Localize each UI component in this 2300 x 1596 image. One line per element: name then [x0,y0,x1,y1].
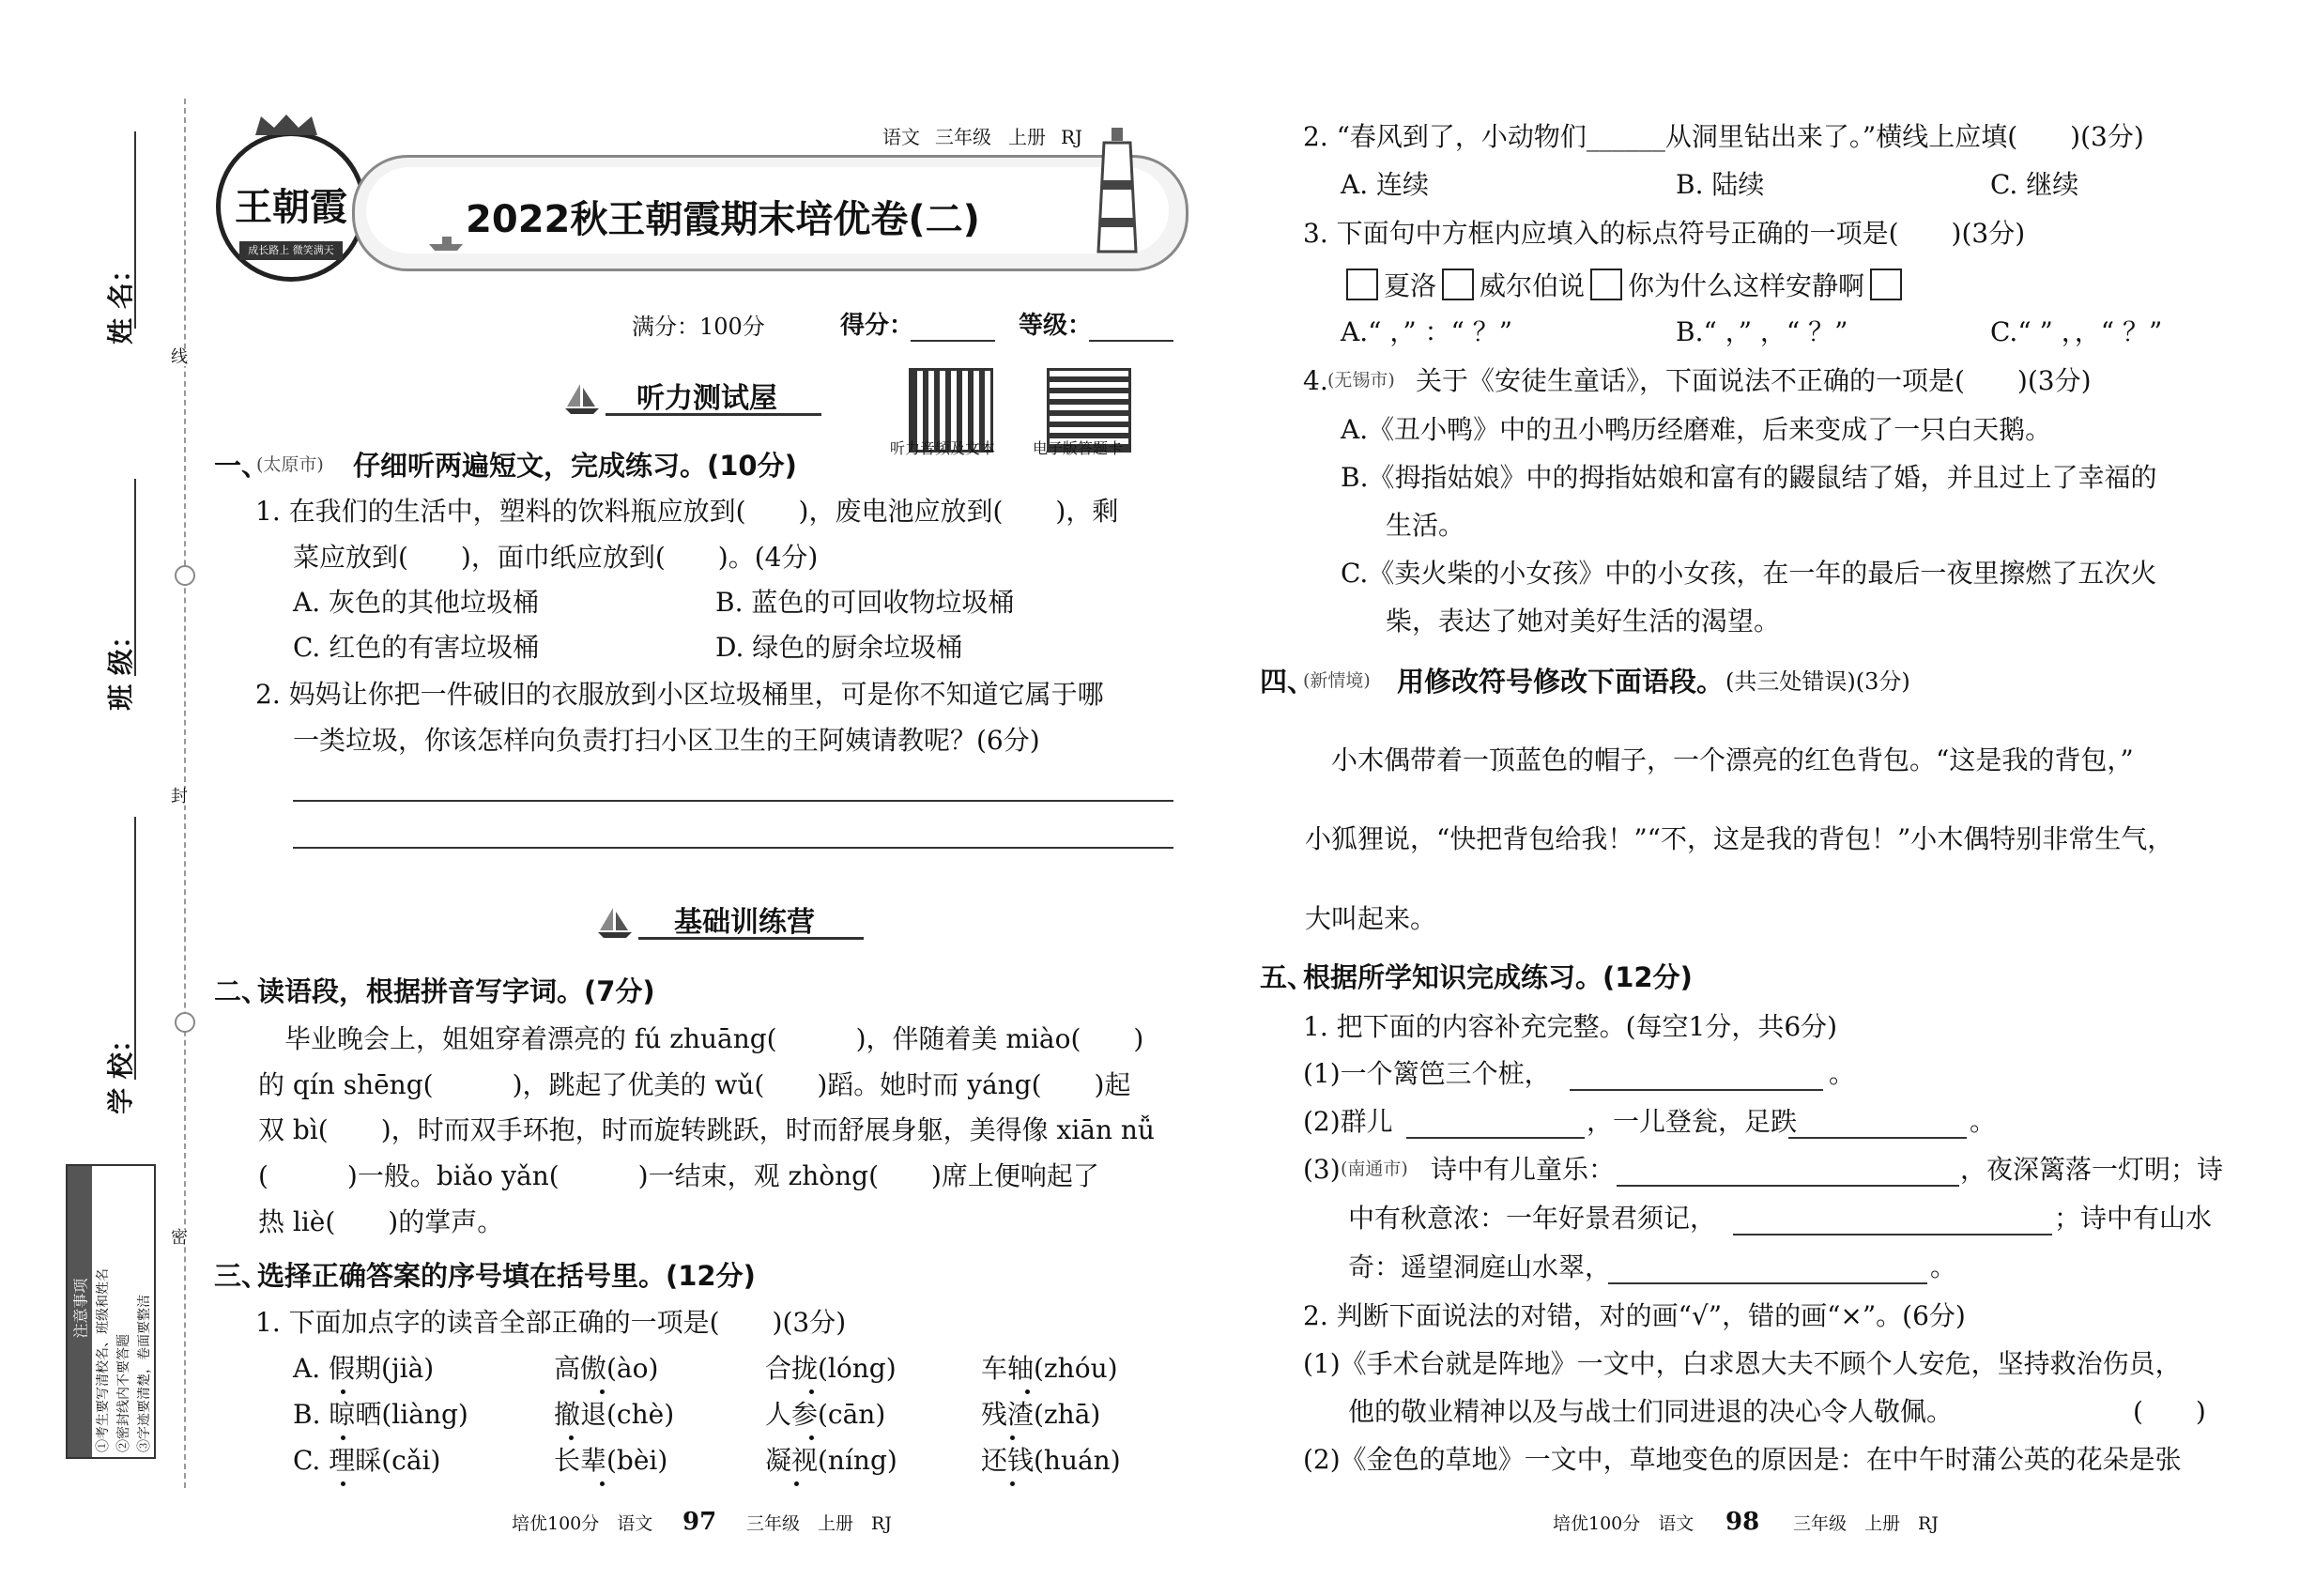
s3-q1: 1. 下面加点字的读音全部正确的一项是( )(3分) [255,1307,847,1338]
brand-name: 王朝霞 [235,185,347,229]
r-q4-opt: C.《卖火柴的小女孩》中的小女孩，在一年的最后一夜里擦燃了五次火 [1341,558,2157,589]
emphasis-dot [809,1435,814,1440]
brand-motto: 成长路上 微笑满天 [239,241,343,260]
r-q3-opt-a: A.“ ，” ：“ ？” [1341,316,1513,347]
r-q2-opt-b: B. 陆续 [1676,169,1765,200]
s5-q1-c-tag: (南通市) [1341,1159,1408,1179]
section-5-num: 五、 [1260,961,1315,993]
note-item: ②密封线内不要答题 [116,1334,131,1452]
circle-mark [175,1012,195,1033]
s3-opt-cell: 高傲(ào) [554,1353,659,1384]
s5-q1-c-text: 诗中有儿童乐： [1431,1154,1616,1185]
s5-q1-e-pre: 奇：遥望洞庭山水翠， [1348,1251,1612,1282]
s5-q1-a: (1)一个篱笆三个桩， [1303,1058,1551,1089]
r-q4-opt: A.《丑小鸭》中的丑小鸭历经磨难，后来变成了一只白天鹅。 [1341,414,2052,445]
s5-q1-d-tail: ；诗中有山水 [2054,1203,2213,1234]
term-tag: 上册 [1008,126,1046,148]
r-q3-opt-c: C.“ ” ，，“ ？” [1990,316,2163,347]
s1-q1-opt-d: D. 绿色的厨余垃圾桶 [715,632,963,663]
blank-box[interactable] [1870,269,1902,300]
listening-banner-title: 听力测试屋 [636,382,777,415]
r-q3-part: 夏洛 [1384,270,1437,301]
period: 。 [1970,1106,1997,1137]
s1-q1-opt-a: A. 灰色的其他垃圾桶 [293,587,540,618]
page-number: 98 [1725,1508,1760,1536]
s3-opt-cell: B. 晾晒(liàng) [293,1399,468,1430]
answer-line[interactable] [293,847,1173,849]
boat-icon [427,233,465,252]
fill-blank[interactable] [1406,1137,1585,1139]
s1-q1-opt-c: C. 红色的有害垃圾桶 [293,632,540,663]
level-field[interactable] [1089,340,1173,342]
s3-opt-cell: 残渣(zhā) [981,1399,1101,1430]
emphasis-dot [1025,1389,1030,1394]
s2-para-line: ( )一般。biǎo yǎn( )一结束，观 zhòng( )席上便响起了 [258,1160,1099,1191]
emphasis-dot [600,1481,605,1486]
section-4-tail: (共三处错误)(3分) [1725,668,1910,695]
r-q3-opt-b: B.“ ，” ，“ ？” [1676,316,1848,347]
s3-opt-cell: 还钱(huán) [981,1445,1121,1476]
page-title: 2022秋王朝霞期末培优卷(二) [466,198,980,241]
footer-right-suffix: 三年级 上册 RJ [1793,1513,1939,1534]
section-4-title: 用修改符号修改下面语段。 [1397,666,1725,698]
emphasis-dot [341,1481,345,1486]
cut-mark: 线 [171,347,188,367]
fill-blank[interactable] [1788,1137,1967,1139]
s5-q2-a: (1)《手术台就是阵地》一文中，白求恩大夫不顾个人安危，坚持救治伤员， [1303,1348,2182,1379]
emphasis-dot [1010,1435,1015,1440]
section-5-title: 根据所学知识完成练习。(12分) [1303,961,1693,993]
r-q4-opt: 柴，表达了她对美好生活的渴望。 [1386,606,1781,637]
emphasis-dot [600,1389,605,1394]
fill-blank[interactable] [1608,1282,1927,1284]
fill-blank[interactable] [1733,1234,2052,1235]
period: 。 [1829,1058,1856,1089]
r-q2-opt-a: A. 连续 [1341,169,1430,200]
r-q2: 2. “春风到了，小动物们______从洞里钻出来了。”横线上应填( )(3分) [1303,121,2144,152]
emphasis-dot [341,1435,345,1440]
r-q4-num: 4. [1303,365,1328,396]
r-q3-part: 你为什么这样安静啊 [1628,270,1865,301]
section-3-num: 三、 [214,1260,269,1292]
s2-para-line: 双 bì( )，时而双手环抱，时而旋转跳跃，时而舒展身躯，美得像 xiān nǚ [258,1114,1155,1145]
section-1-num: 一、 [214,450,269,482]
score-field[interactable] [911,340,995,342]
s5-q1: 1. 把下面的内容补充完整。(每空1分，共6分) [1303,1011,1838,1042]
s5-q1-d-pre: 中有秋意浓：一年好景君须记， [1348,1203,1717,1234]
fill-blank[interactable] [1617,1185,1959,1187]
notes-title: 注意事项 [71,1278,90,1339]
crown-icon [252,113,321,137]
basics-banner-title: 基础训练营 [674,906,815,939]
s4-para-line: 小木偶带着一顶蓝色的帽子，一个漂亮的红色背包。“这是我的背包，” [1305,744,2134,775]
class-label: 班 级： [104,622,136,711]
r-q4-opt: B.《拇指姑娘》中的拇指姑娘和富有的鼹鼠结了婚，并且过上了幸福的 [1341,462,2157,493]
footer-right-prefix: 培优100分 语文 [1553,1513,1694,1534]
r-q4-text: 关于《安徒生童话》，下面说法不正确的一项是( )(3分) [1416,365,2092,396]
emphasis-dot [341,1389,345,1394]
section-2-title: 读语段，根据拼音写字词。(7分) [257,975,655,1007]
s3-opt-cell: 凝视(níng) [765,1445,897,1476]
s4-para-line: 小狐狸说，“快把背包给我！”“不，这是我的背包！”小木偶特别非常生气， [1305,823,2174,854]
note-item: ③字迹要清楚，卷面要整洁 [137,1295,152,1452]
emphasis-dot [1010,1481,1015,1486]
blank-box[interactable] [1346,269,1378,300]
r-q3: 3. 下面句中方框内应填入的标点符号正确的一项是( )(3分) [1303,218,2026,249]
s3-opt-cell: C. 理睬(cǎi) [293,1445,441,1476]
name-label: 姓 名： [104,256,136,345]
sailboat-icon [596,906,634,940]
answer-line[interactable] [293,800,1173,802]
s5-q1-c-pre: (3) [1303,1154,1341,1185]
footer-left-suffix: 三年级 上册 RJ [746,1513,892,1534]
s5-q1-c-tail: ，夜深篱落一灯明；诗 [1960,1154,2224,1185]
section-3-title: 选择正确答案的序号填在括号里。(12分) [257,1260,756,1292]
s5-q2-b: 他的敬业精神以及与战士们同进退的决心令人敬佩。 [1348,1396,1954,1427]
edition-tag: RJ [1061,126,1083,148]
s3-opt-cell: A. 假期(jià) [293,1353,435,1384]
fill-blank[interactable] [1570,1089,1823,1091]
judgement-paren[interactable]: ( ) [2133,1396,2206,1427]
blank-box[interactable] [1442,269,1474,300]
s4-para-line: 大叫起来。 [1305,903,1437,934]
answer-card-qr-label: 电子版答题卡 [1033,439,1124,457]
brand-logo [216,131,366,282]
s3-opt-cell: 合拢(lóng) [765,1353,897,1384]
grade-tag: 三年级 [935,126,991,148]
sailboat-icon [563,382,601,416]
s2-para-line: 的 qín shēng( )，跳起了优美的 wǔ( )蹈。她时而 yáng( )起 [258,1069,1131,1100]
audio-qr-label: 听力音频及文本 [890,439,996,457]
score-label: 得分： [840,312,914,340]
period: 。 [1930,1251,1957,1282]
section-4-tag: (新情境) [1303,670,1371,691]
blank-box[interactable] [1590,269,1622,300]
circle-mark [175,565,195,586]
section-2-num: 二、 [214,975,269,1007]
footer-left-prefix: 培优100分 语文 [512,1513,653,1534]
full-score: 满分：100分 [632,314,765,340]
s3-opt-cell: 长辈(bèi) [554,1445,668,1476]
r-q2-opt-c: C. 继续 [1990,169,2079,200]
s3-opt-cell: 人参(cān) [765,1399,886,1430]
section-1-title: 仔细听两遍短文，完成练习。(10分) [353,450,797,482]
name-field[interactable] [134,131,136,329]
s1-q1-line2: 菜应放到( )，面巾纸应放到( )。(4分) [293,542,819,573]
notes-box [66,1164,156,1459]
emphasis-dot [569,1435,574,1440]
s1-q1-line1: 1. 在我们的生活中，塑料的饮料瓶应放到( )，废电池应放到( )，剩 [255,496,1119,527]
s5-q1-b-mid: ，一儿登瓮，足跌 [1587,1106,1798,1137]
class-field[interactable] [134,479,136,676]
subject-tag: 语文 [882,126,920,148]
emphasis-dot [794,1481,799,1486]
s1-q2-line1: 2. 妈妈让你把一件破旧的衣服放到小区垃圾桶里，可是你不知道它属于哪 [255,679,1104,710]
section-1-tag: (太原市) [256,454,324,475]
r-q3-sentence [1341,269,1908,300]
school-field[interactable] [134,817,136,1080]
s5-q2-c: (2)《金色的草地》一文中，草地变色的原因是：在中午时蒲公英的花朵是张 [1303,1444,2182,1475]
s3-opt-cell: 撤退(chè) [554,1399,675,1430]
r-q3-part: 威尔伯说 [1480,270,1586,301]
s5-q1-b-pre: (2)群儿 [1303,1106,1393,1137]
r-q4-tag: (无锡市) [1327,370,1395,391]
level-label: 等级： [1019,312,1093,340]
school-label: 学 校： [104,1026,136,1114]
lighthouse-icon [1089,124,1145,255]
cut-mark: 封 [171,787,188,806]
cut-mark: 密 [171,1228,188,1248]
s5-q2: 2. 判断下面说法的对错，对的画“√”，错的画“×”。(6分) [1303,1300,1966,1331]
section-4-num: 四、 [1260,666,1315,698]
s3-opt-cell: 车轴(zhóu) [981,1353,1118,1384]
r-q4-opt: 生活。 [1386,510,1465,541]
emphasis-dot [809,1389,814,1394]
page-number: 97 [682,1508,717,1536]
s2-para-line: 热 liè( )的掌声。 [258,1206,504,1237]
s1-q1-opt-b: B. 蓝色的可回收物垃圾桶 [715,587,1015,618]
note-item: ①考生要写清校名、班级和姓名 [96,1268,111,1452]
s1-q2-line2: 一类垃圾，你该怎样向负责打扫小区卫生的王阿姨请教呢？(6分) [293,725,1040,756]
s2-para-line: 毕业晚会上，姐姐穿着漂亮的 fú zhuāng( )，伴随着美 miào( ) [258,1023,1144,1054]
